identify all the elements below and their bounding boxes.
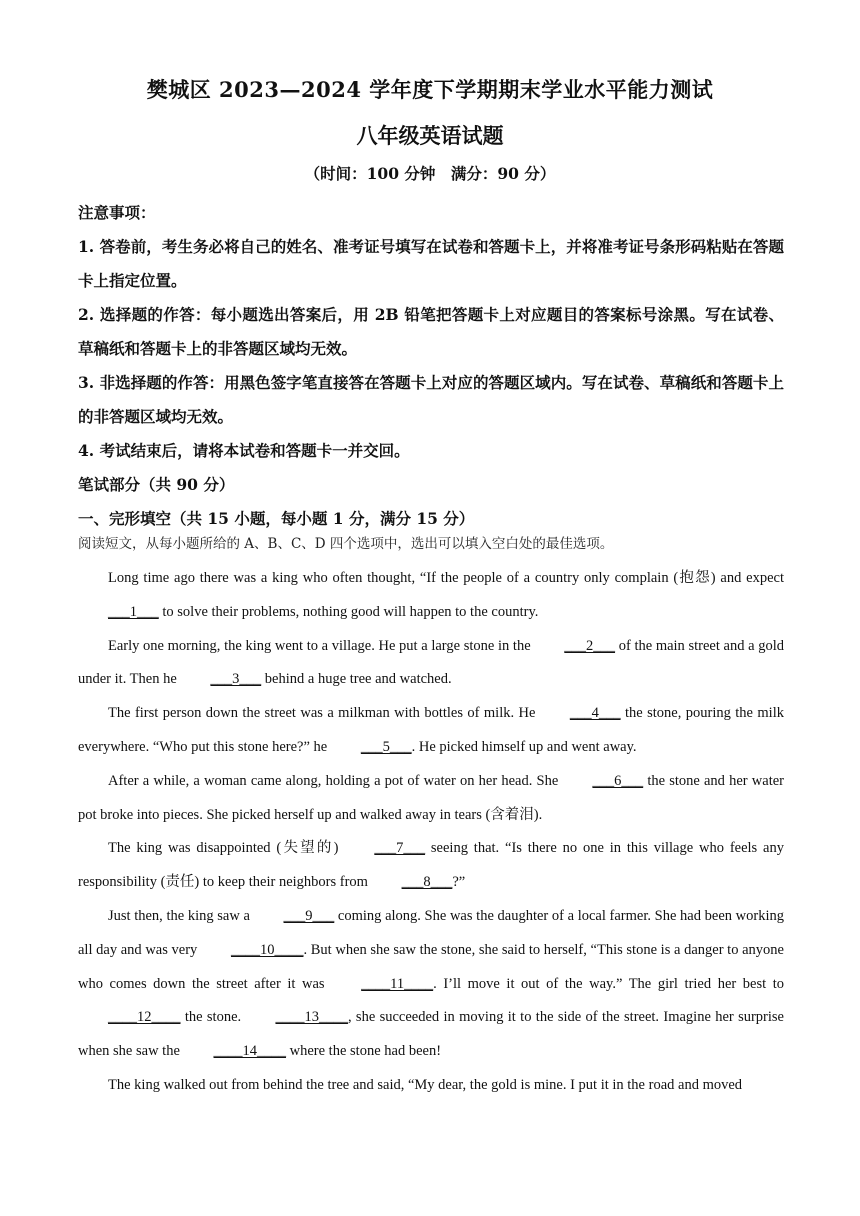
blank-8: ___8___ [401, 874, 453, 891]
blank-11: ____11____ [361, 975, 434, 992]
text-run: The first person down the street was a milkman with bottles of milk. He [108, 705, 540, 722]
blank-1: ___1___ [108, 603, 159, 620]
section-heading-cloze: 一、完形填空（共 15 小题，每小题 1 分，满分 15 分） [78, 509, 475, 528]
written-part-heading: 笔试部分（共 90 分） [78, 475, 235, 494]
notice-item-1: 1. 答卷前，考生务必将自己的姓名、准考证号填写在试卷和答题卡上，并将准考证号条形码粘贴在答题卡上指定位置。 [78, 237, 784, 290]
text-run: the stone. [180, 1009, 246, 1026]
text-run: , she succeeded in moving it to the side of the street. Imagine her surprise when she saw the [78, 1009, 784, 1060]
passage-paragraph-5 [78, 832, 784, 900]
blank-13: ____13____ [275, 1009, 348, 1026]
exam-time-score: （时间：100 分钟 满分：90 分） [304, 164, 556, 183]
text-run: . I’ll move it out of the way.” The girl tried her best to [433, 975, 784, 992]
text-run: After a while, a woman came along, holding a pot of water on her head. She [108, 772, 563, 789]
text-run: . But when she saw the stone, she said to herself, “This stone is a danger to anyone who comes down the street after it was [78, 941, 784, 992]
blank-14: ____14____ [213, 1043, 287, 1060]
text-run: . He picked himself up and went away. [411, 738, 637, 755]
text-run: Early one morning, the king went to a village. He put a large stone in the [108, 637, 535, 654]
passage-paragraph-1 [78, 562, 784, 630]
passage-paragraph-7 [78, 1069, 784, 1103]
passage-paragraph-4 [78, 765, 784, 833]
blank-7: ___7___ [374, 840, 426, 857]
text-run: seeing that. “Is there no one in this village who feels any responsibility (责任) to keep their neighbors from [78, 840, 784, 891]
text-run: coming along. She was the daughter of a local farmer. She had been working all day and was very [78, 907, 784, 958]
cloze-passage [78, 562, 784, 1103]
exam-title: 樊城区 2023—2024 学年度下学期期末学业水平能力测试 [146, 77, 714, 102]
blank-5: ___5___ [360, 738, 412, 755]
notice-item-2: 2. 选择题的作答：每小题选出答案后，用 2B 铅笔把答题卡上对应题目的答案标号涂黑。写在试卷、草稿纸和答题卡上的非答题区域均无效。 [78, 305, 784, 358]
notice-heading: 注意事项： [78, 203, 156, 222]
text-run: the stone, pouring the milk everywhere. “Who put this stone here?” he [78, 705, 784, 755]
blank-9: ___9___ [283, 907, 335, 924]
exam-subtitle: 八年级英语试题 [356, 123, 504, 148]
cloze-instructions: 阅读短文，从每小题所给的 A、B、C、D 四个选项中，选出可以填入空白处的最佳选项。 [78, 536, 614, 552]
passage-paragraph-6 [78, 900, 784, 1069]
text-run: Long time ago there was a king who often thought, “If the people of a country only complain (抱怨) and expect [108, 570, 784, 586]
blank-12: ____12____ [108, 1009, 181, 1026]
text-run: The king was disappointed (失望的) [108, 840, 345, 857]
notice-item-3: 3. 非选择题的作答：用黑色签字笔直接答在答题卡上对应的答题区域内。写在试卷、草稿纸和答题卡上的非答题区域均无效。 [78, 373, 784, 426]
blank-6: ___6___ [592, 772, 644, 789]
blank-3: ___3___ [210, 671, 262, 688]
text-run: The king walked out from behind the tree and said, “My dear, the gold is mine. I put it in the road and moved [108, 1076, 743, 1093]
text-run: to solve their problems, nothing good will happen to the country. [158, 603, 539, 620]
text-run: Just then, the king saw a [108, 907, 254, 924]
blank-10: ____10____ [230, 941, 304, 958]
text-run: where the stone had been! [286, 1043, 442, 1060]
notice-section [78, 196, 784, 536]
text-run: behind a huge tree and watched. [261, 671, 452, 688]
passage-paragraph-2 [78, 630, 784, 698]
text-run: ?” [452, 874, 466, 891]
passage-paragraph-3 [78, 697, 784, 765]
blank-2: ___2___ [564, 637, 616, 654]
blank-4: ___4___ [569, 705, 621, 722]
text-run: the stone and her water pot broke into pieces. She picked herself up and walked away in tears (含着泪). [78, 772, 784, 823]
text-run: of the main street and a gold under it. Then he [78, 637, 784, 688]
notice-item-4: 4. 考试结束后，请将本试卷和答题卡一并交回。 [78, 441, 410, 460]
